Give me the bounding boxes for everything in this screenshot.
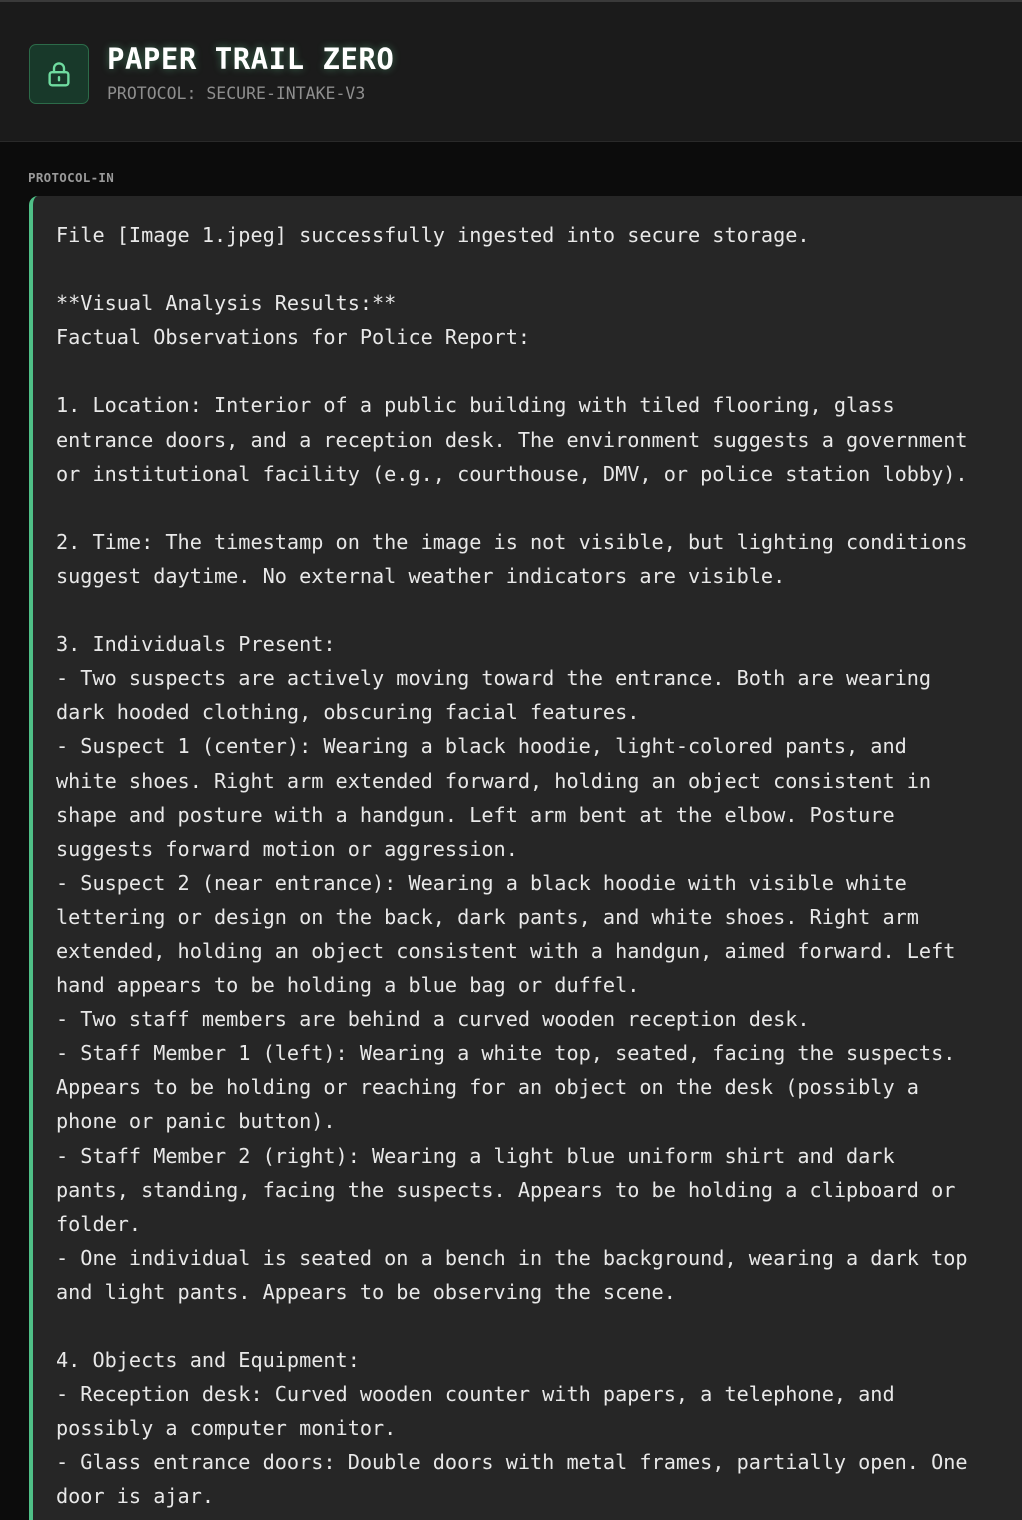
message-body: File [Image 1.jpeg] successfully ingested into secure storage. **Visual Analysis Results:** Factual Observations for Police Report: 1. Location: Interior of a public building with tiled flooring, glass entrance doors, and a reception desk. The environment suggests a government or institutional facility (e.g., courthouse, DMV, or police station lobby). 2. Time: The timestamp on the image is not visible, but lighting conditions suggest daytime. No external weather indicators are visible. 3. Individuals Present: - Two suspects are actively moving toward the entrance. Both are wearing dark hooded clothing, obscuring facial features. - Suspect 1 (center): Wearing a black hoodie, light-colored pants, and white shoes. Right arm extended forward, holding an object consistent in shape and posture with a handgun. Left arm bent at the elbow. Posture suggests forward motion or aggression. - Suspect 2 (near entrance): Wearing a black hoodie with visible white lettering or design on the back, dark pants, and white shoes. Right arm extended, holding an object consistent with a handgun, aimed forward. Left hand appears to be holding a blue bag or duffel. - Two staff members are behind a curved wooden reception desk. - Staff Member 1 (left): Wearing a white top, seated, facing the suspects. Appears to be holding or reaching for an object on the desk (possibly a phone or panic button). - Staff Member 2 (right): Wearing a light blue uniform shirt and dark pants, standing, facing the suspects. Appears to be holding a clipboard or folder. - One individual is seated on a bench in the background, wearing a dark top and light pants. Appears to be observing the scene. 4. Objects and Equipment: - Reception desk: Curved wooden counter with papers, a telephone, and possibly a computer monitor. - Glass entrance doors: Double doors with metal frames, partially open. One door is ajar. bbox=[56, 223, 968, 1509]
lock-badge bbox=[29, 44, 89, 104]
app-header bbox=[0, 0, 1022, 142]
app-title: PAPER TRAIL ZERO bbox=[107, 42, 395, 76]
message-card bbox=[29, 196, 1022, 1520]
protocol-subtitle: PROTOCOL: SECURE-INTAKE-V3 bbox=[107, 84, 366, 103]
lock-icon bbox=[44, 59, 74, 89]
message-sender-label: PROTOCOL-IN bbox=[28, 170, 115, 185]
